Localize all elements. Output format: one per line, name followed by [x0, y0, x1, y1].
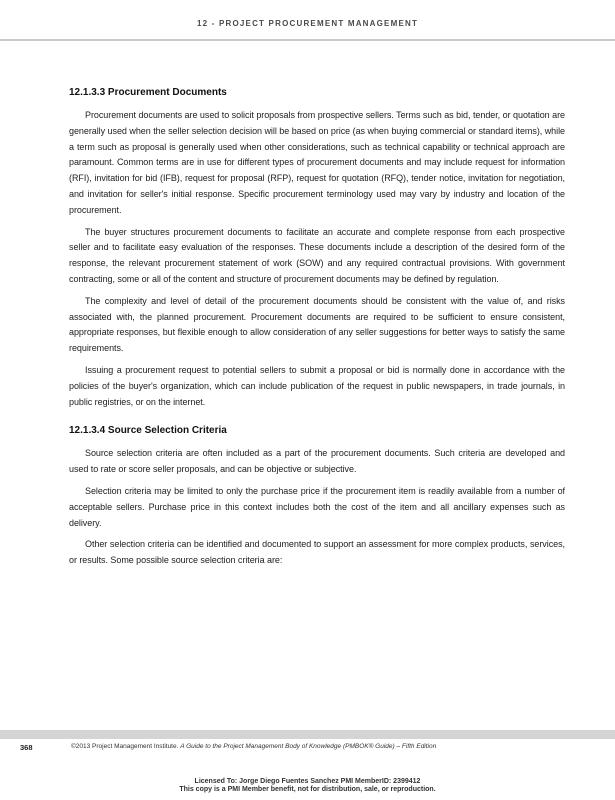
paragraph: Source selection criteria are often included as a part of the procurement documents. Such criteria are developed and used to rate or score seller proposals, and can be objective or subjective. — [69, 448, 565, 475]
chapter-title: 12 - PROJECT PROCUREMENT MANAGEMENT — [196, 19, 419, 28]
paragraph: Issuing a procurement request to potential sellers to submit a proposal or bid is normally done in accordance with the policies of the buyer's organization, which can include publication of the request in public newspapers, in trade journals, in public registries, or on the internet. — [69, 364, 565, 407]
paragraph: Selection criteria may be limited to only the purchase price if the procurement item is readily available from a number of acceptable sellers. Purchase price in this context includes both the cost of the item and all ancillary expenses such as delivery. — [69, 485, 565, 528]
page-body — [69, 86, 565, 575]
paragraph: Procurement documents are used to solicit proposals from prospective sellers. Terms such as bid, tender, or quotation are generally used when the seller selection decision will be based on price (as when buying commercial or standard items), while a term such as proposal is generally used when other considerations, such as technical capability or technical approach are paramount. Common terms are in use for different types of procurement documents and may include request for information (RFI), invitation for bid (IFB), request for proposal (RFP), request for quotation (RFQ), tender notice, invitation for negotiation, and invitation for seller's initial response. Specific procurement terminology used may vary by industry and location of the procurement. — [69, 110, 565, 215]
footer-divider — [0, 730, 615, 739]
section-procurement-documents — [69, 86, 565, 410]
copyright-text: ©2013 Project Management Institute. — [71, 743, 179, 750]
license-line: Licensed To: Jorge Diego Fuentes Sanchez PMI MemberID: 2399412 — [194, 778, 421, 785]
section-heading: 12.1.3.4 Source Selection Criteria — [69, 425, 227, 437]
section-heading: 12.1.3.3 Procurement Documents — [69, 87, 227, 98]
page-number: 368 — [20, 743, 33, 752]
paragraph: The buyer structures procurement documents to facilitate an accurate and complete response from each prospective seller and to facilitate easy evaluation of the responses. These documents include a description of the desired form of the response, the relevant procurement statement of work (SOW) and any required contractual provisions. With government contracting, some or all of the content and structure of procurement documents may be defined by regulation. — [69, 226, 565, 284]
license-notice — [0, 778, 615, 794]
paragraph: The complexity and level of detail of the procurement documents should be consistent with the value of, and risks associated with, the planned procurement. Procurement documents are required to be sufficient to ensure consistent, appropriate responses, but flexible enough to allow consideration of any seller suggestions for better ways to satisfy the same requirements. — [69, 295, 565, 354]
paragraph: Other selection criteria can be identified and documented to support an assessment for more complex products, services, or results. Some possible source selection criteria are: — [69, 539, 565, 566]
page-footer — [0, 743, 615, 755]
header-divider — [0, 39, 615, 41]
section-spacer — [69, 416, 565, 424]
book-title: A Guide to the Project Management Body of Knowledge (PMBOK® Guide) – Fifth Edition — [180, 743, 437, 750]
running-header — [0, 0, 615, 42]
license-line: This copy is a PMI Member benefit, not for distribution, sale, or reproduction. — [179, 786, 436, 793]
footer-citation — [71, 743, 436, 750]
section-source-selection-criteria — [69, 424, 565, 569]
